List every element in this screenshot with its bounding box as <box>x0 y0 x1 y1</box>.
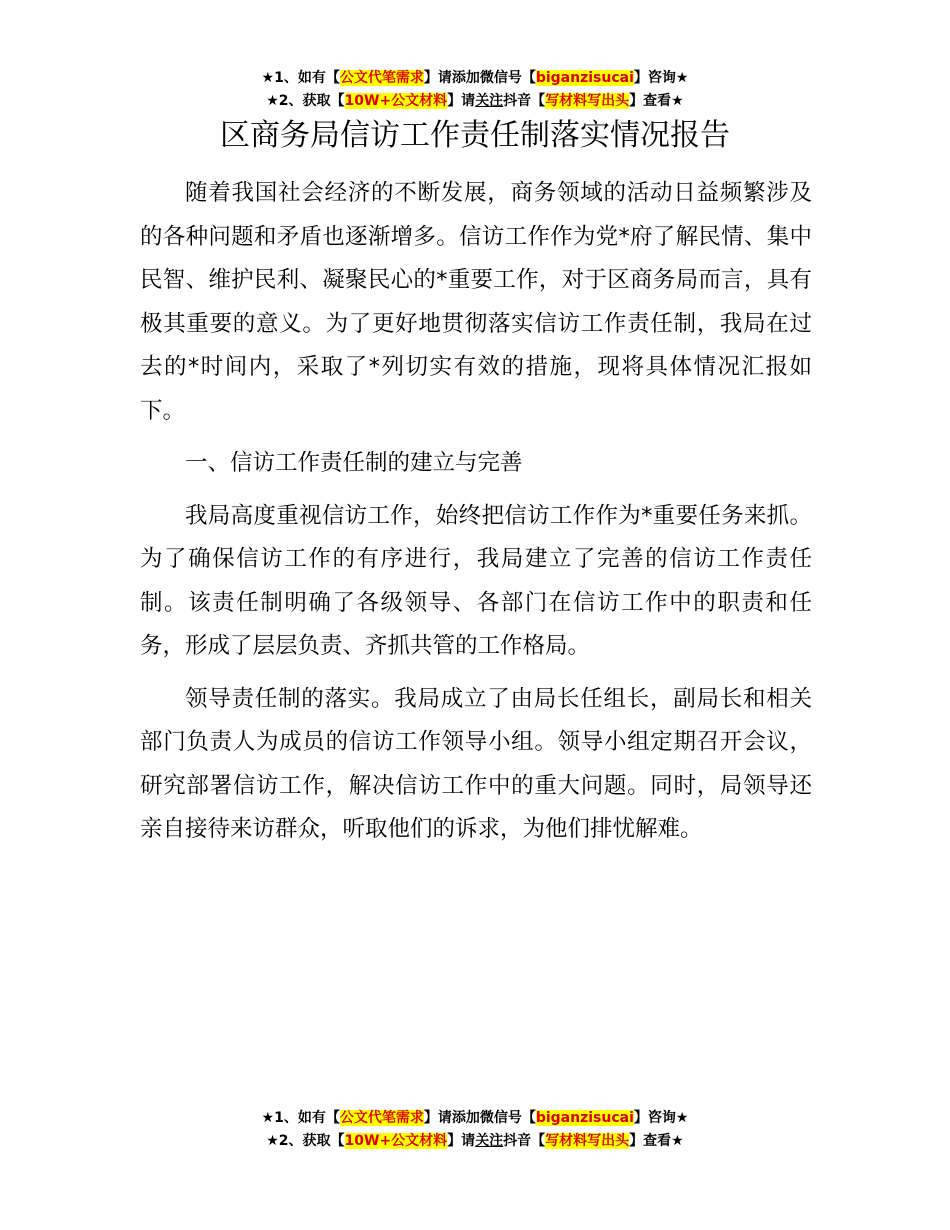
footer-banner <box>0 1107 950 1153</box>
document-title: 区商务局信访工作责任制落实情况报告 <box>220 118 730 153</box>
banner-wechat-id: biganzisucai <box>535 70 634 86</box>
banner-text: 】查看★ <box>629 1133 684 1149</box>
banner-highlight: 10W+公文材料 <box>344 1133 448 1149</box>
banner-line-1 <box>0 1107 950 1130</box>
banner-text: 】咨询★ <box>633 70 689 86</box>
banner-line-2 <box>0 90 950 113</box>
banner-highlight: 写材料写出头 <box>545 1133 630 1149</box>
banner-text: 】请 <box>447 1133 476 1149</box>
banner-wechat-id: biganzisucai <box>535 1110 634 1126</box>
banner-text: ★1、如有【 <box>261 70 340 86</box>
banner-line-1 <box>0 67 950 90</box>
section-heading: 一、信访工作责任制的建立与完善 <box>185 450 523 476</box>
banner-line-2 <box>0 1130 950 1153</box>
banner-highlight: 公文代笔需求 <box>339 70 424 86</box>
banner-underlined: 关注 <box>475 93 504 109</box>
banner-underlined: 关注 <box>475 1133 504 1149</box>
banner-text: 】请 <box>447 93 476 109</box>
header-banner <box>0 67 950 113</box>
banner-text: 】请添加微信号【 <box>423 1110 536 1126</box>
banner-text: ★2、获取【 <box>266 93 345 109</box>
banner-text: ★1、如有【 <box>261 1110 340 1126</box>
document-body <box>140 172 812 861</box>
banner-text: 】咨询★ <box>633 1110 689 1126</box>
paragraph: 我局高度重视信访工作，始终把信访工作作为*重要任务来抓。为了确保信访工作的有序进行，我局建立了完善的信访工作责任制。该责任制明确了各级领导、各部门在信访工作中的职责和任务，形成了层层负责、齐抓共管的工作格局。 <box>140 502 812 659</box>
banner-highlight: 写材料写出头 <box>545 93 630 109</box>
paragraph: 随着我国社会经济的不断发展，商务领域的活动日益频繁涉及的各种问题和矛盾也逐渐增多。信访工作作为党*府了解民情、集中民智、维护民利、凝聚民心的*重要工作，对于区商务局而言，具有极其重要的意义。为了更好地贯彻落实信访工作责任制，我局在过去的*时间内，采取了*列切实有效的措施，现将具体情况汇报如下。 <box>140 180 812 424</box>
paragraph: 领导责任制的落实。我局成立了由局长任组长，副局长和相关部门负责人为成员的信访工作领导小组。领导小组定期召开会议，研究部署信访工作，解决信访工作中的重大问题。同时，局领导还亲自接待来访群众，听取他们的诉求，为他们排忧解难。 <box>140 685 812 842</box>
banner-text: 抖音【 <box>503 93 546 109</box>
banner-text: 】查看★ <box>629 93 684 109</box>
banner-text: 抖音【 <box>503 1133 546 1149</box>
banner-highlight: 10W+公文材料 <box>344 93 448 109</box>
banner-highlight: 公文代笔需求 <box>339 1110 424 1126</box>
banner-text: 】请添加微信号【 <box>423 70 536 86</box>
banner-text: ★2、获取【 <box>266 1133 345 1149</box>
